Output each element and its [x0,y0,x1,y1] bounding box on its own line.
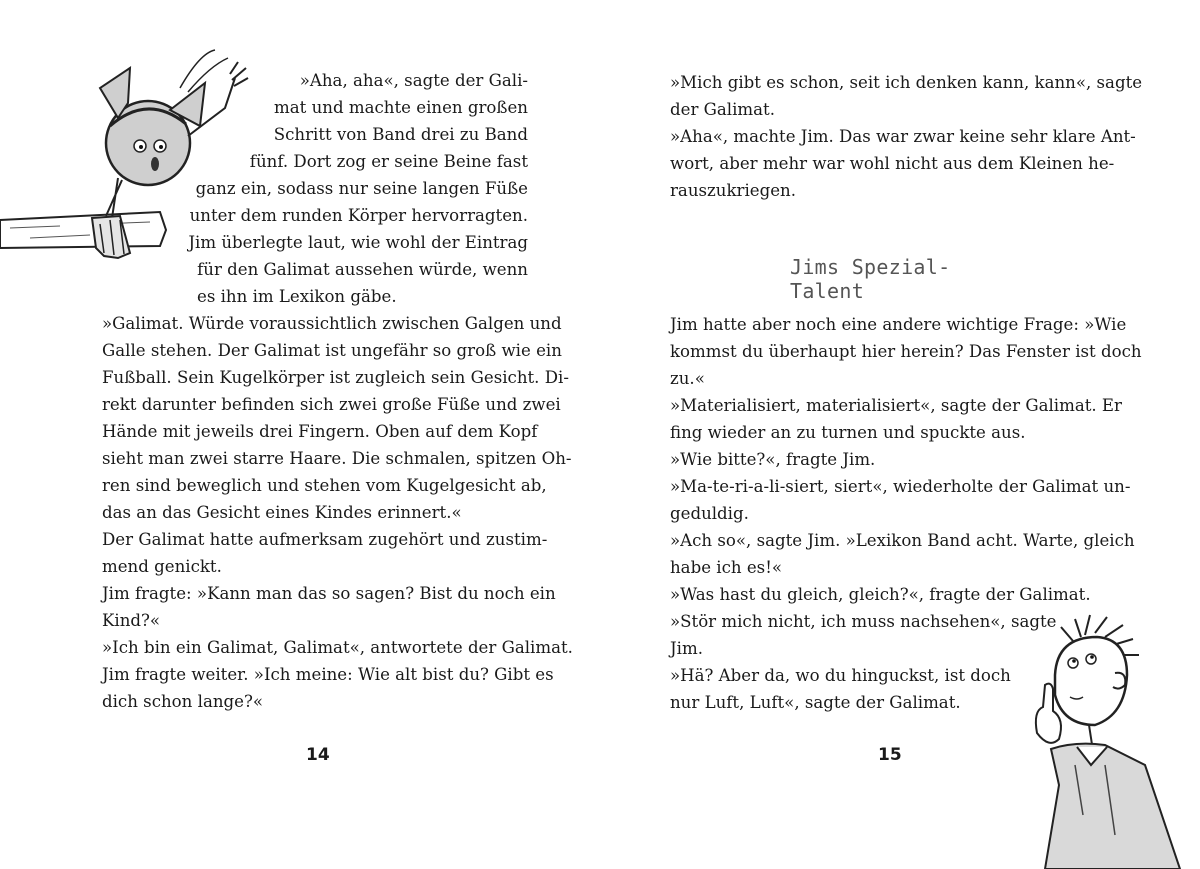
text-line: wort, aber mehr war wohl nicht aus dem Kleinen he- [670,154,1115,173]
text-line: kommst du überhaupt hier herein? Das Fenster ist doch [670,342,1142,361]
text-line: habe ich es!« [670,558,783,577]
text-line: nur Luft, Luft«, sagte der Galimat. [670,693,961,712]
text-line: das an das Gesicht eines Kindes erinnert.« [102,503,462,522]
text-line: rauszukriegen. [670,181,796,200]
text-line: »Hä? Aber da, wo du hinguckst, ist doch [670,666,1011,685]
text-line: geduldig. [670,504,749,523]
text-line: Galle stehen. Der Galimat ist ungefähr so groß wie ein [102,341,562,360]
text-line: sieht man zwei starre Haare. Die schmalen, spitzen Oh- [102,449,572,468]
text-line: mat und machte einen großen [274,98,528,117]
text-line: Der Galimat hatte aufmerksam zugehört und zustim- [102,530,548,549]
text-line: »Was hast du gleich, gleich?«, fragte der Galimat. [670,585,1091,604]
text-line: für den Galimat aussehen würde, wenn [197,260,528,279]
text-line: fing wieder an zu turnen und spuckte aus. [670,423,1026,442]
text-line: »Aha, aha«, sagte der Gali- [299,71,528,90]
text-line: zu.« [670,369,705,388]
text-line: »Materialisiert, materialisiert«, sagte der Galimat. Er [670,396,1122,415]
text-line: rekt darunter befinden sich zwei große Füße und zwei [102,395,561,414]
text-line: »Mich gibt es schon, seit ich denken kann, kann«, sagte [670,73,1143,92]
text-line: Jim fragte weiter. »Ich meine: Wie alt bist du? Gibt es [102,665,554,684]
jim-illustration [1015,615,1200,869]
text-line: ren sind beweglich und stehen vom Kugelgesicht ab, [102,476,547,495]
text-line: »Ma-te-ri-a-li-siert, siert«, wiederholte der Galimat un- [670,477,1131,496]
text-line: Kind?« [102,611,161,630]
text-line: »Wie bitte?«, fragte Jim. [670,450,876,469]
text-line: dich schon lange?« [102,692,264,711]
text-line: Jim fragte: »Kann man das so sagen? Bist du noch ein [102,584,556,603]
text-line: »Galimat. Würde voraussichtlich zwischen Galgen und [102,314,562,333]
right-page [600,0,1200,869]
text-line: Schritt von Band drei zu Band [273,125,528,144]
text-line: Jim überlegte laut, wie wohl der Eintrag [188,233,528,252]
text-line: Fußball. Sein Kugelkörper ist zugleich sein Gesicht. Di- [102,368,569,387]
text-line: fünf. Dort zog er seine Beine fast [249,152,528,171]
text-line: Jim hatte aber noch eine andere wichtige Frage: »Wie [670,315,1127,334]
text-line: Hände mit jeweils drei Fingern. Oben auf dem Kopf [102,422,538,441]
text-line: »Aha«, machte Jim. Das war zwar keine sehr klare Ant- [670,127,1136,146]
chapter-heading: Jims Spezial-Talent [790,255,951,303]
text-line: ganz ein, sodass nur seine langen Füße [195,179,528,198]
text-line: unter dem runden Körper hervorragten. [189,206,528,225]
page-number: 14 [306,745,330,765]
text-line: »Ich bin ein Galimat, Galimat«, antwortete der Galimat. [102,638,573,657]
text-line: Jim. [670,639,703,658]
text-line: mend genickt. [102,557,222,576]
text-line: es ihn im Lexikon gäbe. [197,287,397,306]
text-line: »Stör mich nicht, ich muss nachsehen«, sagte [670,612,1057,631]
text-line: der Galimat. [670,100,775,119]
page-number: 15 [878,745,902,765]
text-line: »Ach so«, sagte Jim. »Lexikon Band acht. Warte, gleich [670,531,1135,550]
